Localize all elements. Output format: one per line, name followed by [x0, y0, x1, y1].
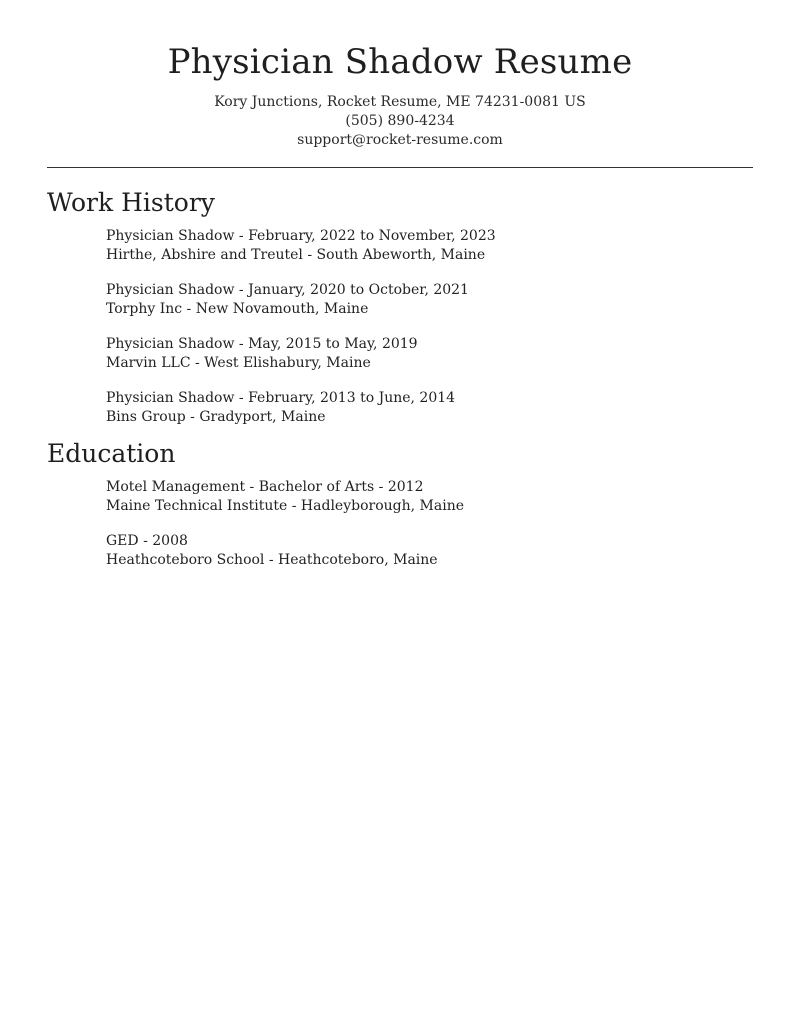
contact-info — [0, 93, 800, 150]
work-entry-employer: Marvin LLC - West Elishabury, Maine — [106, 355, 371, 371]
resume-header — [0, 0, 800, 150]
education-entry-degree: Motel Management - Bachelor of Arts - 2012 — [106, 479, 424, 495]
page-title: Physician Shadow Resume — [167, 42, 633, 82]
education-entry-degree: GED - 2008 — [106, 533, 188, 549]
phone-text: (505) 890-4234 — [345, 113, 455, 129]
work-entry-employer: Bins Group - Gradyport, Maine — [106, 409, 326, 425]
work-entry-title: Physician Shadow - February, 2013 to June, 2014 — [106, 390, 456, 406]
work-entry-title: Physician Shadow - February, 2022 to November, 2023 — [106, 228, 496, 244]
header-divider — [47, 167, 753, 168]
work-entry — [106, 281, 469, 319]
work-entry — [106, 335, 418, 373]
work-entry-employer: Hirthe, Abshire and Treutel - South Abeworth, Maine — [106, 247, 486, 263]
work-entry-employer: Torphy Inc - New Novamouth, Maine — [106, 301, 369, 317]
education-entry — [106, 532, 438, 570]
work-history-heading: Work History — [47, 188, 215, 217]
work-entry-title: Physician Shadow - January, 2020 to October, 2021 — [106, 282, 469, 298]
education-entry — [106, 478, 464, 516]
education-entry-school: Heathcoteboro School - Heathcoteboro, Maine — [106, 552, 438, 568]
work-entry — [106, 389, 455, 427]
education-entry-school: Maine Technical Institute - Hadleyborough, Maine — [106, 498, 464, 514]
work-entry-title: Physician Shadow - May, 2015 to May, 2019 — [106, 336, 418, 352]
education-heading: Education — [47, 439, 176, 468]
work-entry — [106, 227, 496, 265]
email-text: support@rocket-resume.com — [297, 132, 503, 148]
address-text: Kory Junctions, Rocket Resume, ME 74231-0081 US — [214, 94, 586, 110]
